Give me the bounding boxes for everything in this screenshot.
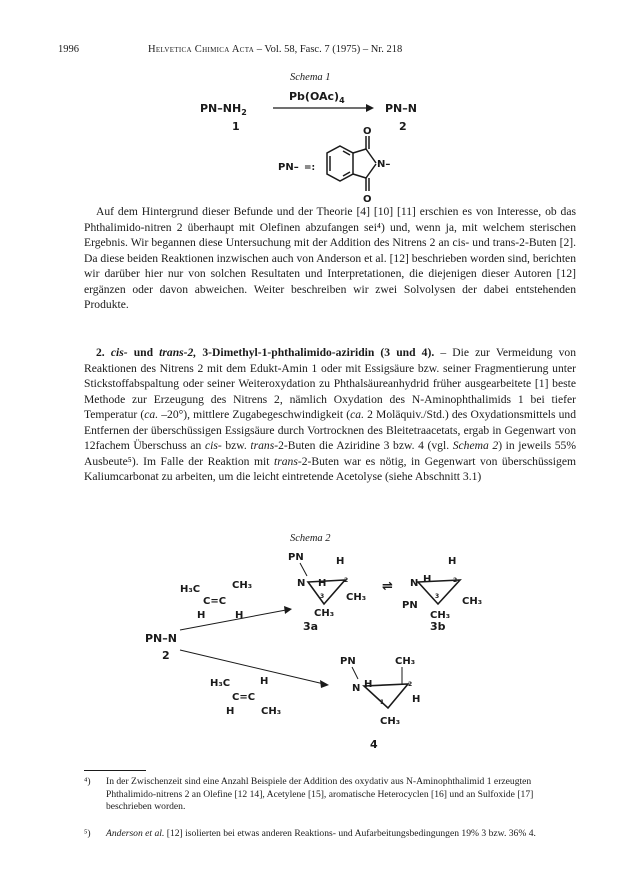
journal-line <box>148 44 402 55</box>
3a-n: N <box>297 578 306 589</box>
scheme2-figure <box>140 546 520 758</box>
footnote-4-text: In der Zwischenzeit sind eine Anzahl Beispiele der Addition des oxydativ aus N-Aminophthalimid 1 erzeugten Phthalimido-nitrens 2 an Olefine [12 14], Acetylene [15], aromatische Heterocyclen [16] und an Sulfoxide [17] beschrieben worden. <box>106 776 534 812</box>
3b-pn: PN <box>402 600 418 611</box>
cis-h1: H <box>197 610 206 621</box>
3b-h1: H <box>448 556 457 567</box>
footnote-5-author: Anderson et al. <box>106 828 165 839</box>
4-pn: PN <box>340 656 356 667</box>
section-text-4: bzw. <box>221 439 251 452</box>
section-und: und <box>133 346 154 359</box>
trans-2: trans <box>250 439 275 452</box>
equilibrium-arrows: ⇌ <box>382 579 393 594</box>
footnote-5-text <box>106 828 576 841</box>
schema-ref: Schema 2 <box>452 439 499 452</box>
4-ch3a: CH₃ <box>395 656 416 667</box>
arrow-to-3 <box>180 610 286 630</box>
ca-2: ca. <box>350 408 364 421</box>
section-number: 2. <box>96 346 105 359</box>
3b-ch3a: CH₃ <box>462 596 483 607</box>
3b-ring-2: 2 <box>453 577 458 584</box>
scheme1-title: Schema 1 <box>290 72 331 83</box>
trans-ch3: CH₃ <box>261 706 282 717</box>
trans-h2: H <box>226 706 235 717</box>
oxygen-top: O <box>363 126 372 137</box>
4-ring-1: 1 <box>380 699 385 706</box>
trans-h3c: H₃C <box>210 678 231 689</box>
section-text-3: 2 Moläquiv./Std.) des Oxydationsmittels und Entfernen der überschüssigen Essigsäure durch Vortrocknen des Bleitetraacetats, ergab in Gegenwart von 12fachem Überschuss an <box>84 408 576 452</box>
aziridine-3a <box>288 552 366 633</box>
3a-ring-2: 2 <box>344 577 349 584</box>
scheme1-product-number: 2 <box>399 120 407 133</box>
section-2-paragraph <box>84 345 576 485</box>
3b-ring-3: 3 <box>435 593 440 600</box>
section-title: 3-Dimethyl-1-phthalimido-aziridin (3 und 4). <box>202 346 435 359</box>
arrowhead-4 <box>320 680 329 688</box>
footnote-rule <box>84 770 146 771</box>
section-text-1: – Die zur Vermeidung von Reaktionen des Nitrens 2 mit dem Edukt-Amin 1 oder mit Essigsäure bzw. seiner Fragmentierung unter Stickstoffabspaltung oder seiner Weiteroxydation zu Phthalsäureanhydrid früher ausgearbeitete [1] beste Methode zur Erzeugung des Nitrens 2, nämlich Oxydation des N-Aminophthalimids 1 bei tiefer Temperatur ( <box>84 346 577 421</box>
cis-2: cis- <box>204 439 222 452</box>
3b-h2: H <box>423 574 432 585</box>
cis-h2: H <box>235 610 244 621</box>
footnote-4 <box>84 776 576 814</box>
equals-sign: =: <box>304 163 316 173</box>
3a-pn: PN <box>288 552 304 563</box>
scheme1-arrowhead <box>366 104 374 112</box>
journal-details: – Vol. 58, Fasc. 7 (1975) – Nr. 218 <box>256 44 403 55</box>
label-3b: 3b <box>430 620 446 633</box>
arrow-to-4 <box>180 650 324 684</box>
4-n: N <box>352 683 361 694</box>
aziridine-3b <box>402 556 482 633</box>
section-text-5: -2-Buten die Aziridine 3 bzw. 4 (vgl. <box>274 439 453 452</box>
oxygen-bottom: O <box>363 194 372 205</box>
ca-1: ca. <box>144 408 159 421</box>
scheme2-reagent-number: 2 <box>162 649 170 662</box>
trans-h1: H <box>260 676 269 687</box>
scheme1-reactant-number: 1 <box>232 120 240 133</box>
4-ring-2: 2 <box>408 681 413 688</box>
trans-3: trans <box>274 454 298 468</box>
scheme1-reagent: $Pb(OAc)_4$ <box>289 90 345 105</box>
pn-definition-label: PN– <box>278 162 299 173</box>
phthalimide-nitrogen: N– <box>377 159 391 170</box>
3b-n: N <box>410 578 419 589</box>
aziridine-4 <box>340 656 420 751</box>
scheme1-reactant: $PN-NH_2$ <box>200 102 247 117</box>
3a-ch3b: CH₃ <box>314 608 335 619</box>
scheme1-figure <box>190 86 450 214</box>
cis-ch3: CH₃ <box>232 580 253 591</box>
footnote-4-mark: ⁴) <box>84 776 91 787</box>
4-h1: H <box>364 679 373 690</box>
footnote-5-mark: ⁵) <box>84 828 91 839</box>
label-4: 4 <box>370 738 378 751</box>
3a-h2: H <box>318 578 327 589</box>
scheme2-title: Schema 2 <box>290 533 331 544</box>
section-trans: trans-2, <box>159 346 197 359</box>
cis-h3c: H₃C <box>180 584 201 595</box>
journal-name: Helvetica Chimica Acta <box>148 44 255 55</box>
page-number: 1996 <box>58 44 79 55</box>
footnote-5-body: [12] isolierten bei etwas anderen Reaktions- und Aufarbeitungsbedingungen 19% 3 bzw. 36% 4. <box>164 828 536 839</box>
3b-ch3b: CH₃ <box>430 610 451 621</box>
footnote-5 <box>84 828 576 841</box>
phthalimide-structure <box>327 136 376 191</box>
scheme2-reagent: PN–N <box>145 632 177 645</box>
cis-cc: C=C <box>203 596 227 607</box>
3a-ch3a: CH₃ <box>346 592 367 603</box>
4-h2: H <box>412 694 421 705</box>
arrowhead-3 <box>284 606 292 614</box>
section-text-6: ) in jeweils 55% Ausbeute⁵). Im Falle der Reaktion mit <box>84 439 577 468</box>
section-cis: cis- <box>110 346 128 359</box>
3a-h1: H <box>336 556 345 567</box>
4-ch3b: CH₃ <box>380 716 401 727</box>
paragraph-intro: Auf dem Hintergrund dieser Befunde und der Theorie [4] [10] [11] erschien es von Interesse, ob das Phthalimido-nitren 2 überhaupt mit Olefinen abzufangen sei⁴) und, wenn ja, mit welchem sterischen Ergebnis. Wir begannen diese Untersuchung mit der Addition des Nitrens 2 an cis- und trans-2-Buten [2]. Da diese beiden Reaktionen inzwischen auch von Anderson et al. [12] beschrieben worden sind, berichten wir darüber hier nur von solchen Resultaten und Interpretationen, die diejenigen dieser Autoren [12] ergänzen oder davon abweichen. Weiter beschreiben wir zwei Solvolysen der dabei entstehenden Produkte. <box>84 205 576 311</box>
3a-ring-3: 3 <box>320 593 325 600</box>
section-text-7: -2-Buten war es nötig, in Gegenwart von überschüssigem Kaliumcarbonat zu arbeiten, um die leicht eintretende Acetolyse (siehe Abschnitt 3.1) <box>84 454 576 483</box>
label-3a: 3a <box>303 620 319 633</box>
cis-butene <box>180 580 252 621</box>
trans-cc: C=C <box>232 692 256 703</box>
trans-butene <box>210 676 281 717</box>
scheme1-product: PN–N <box>385 102 417 115</box>
section-text-2: –20°), mittlere Zugabegeschwindigkeit ( <box>158 408 351 421</box>
